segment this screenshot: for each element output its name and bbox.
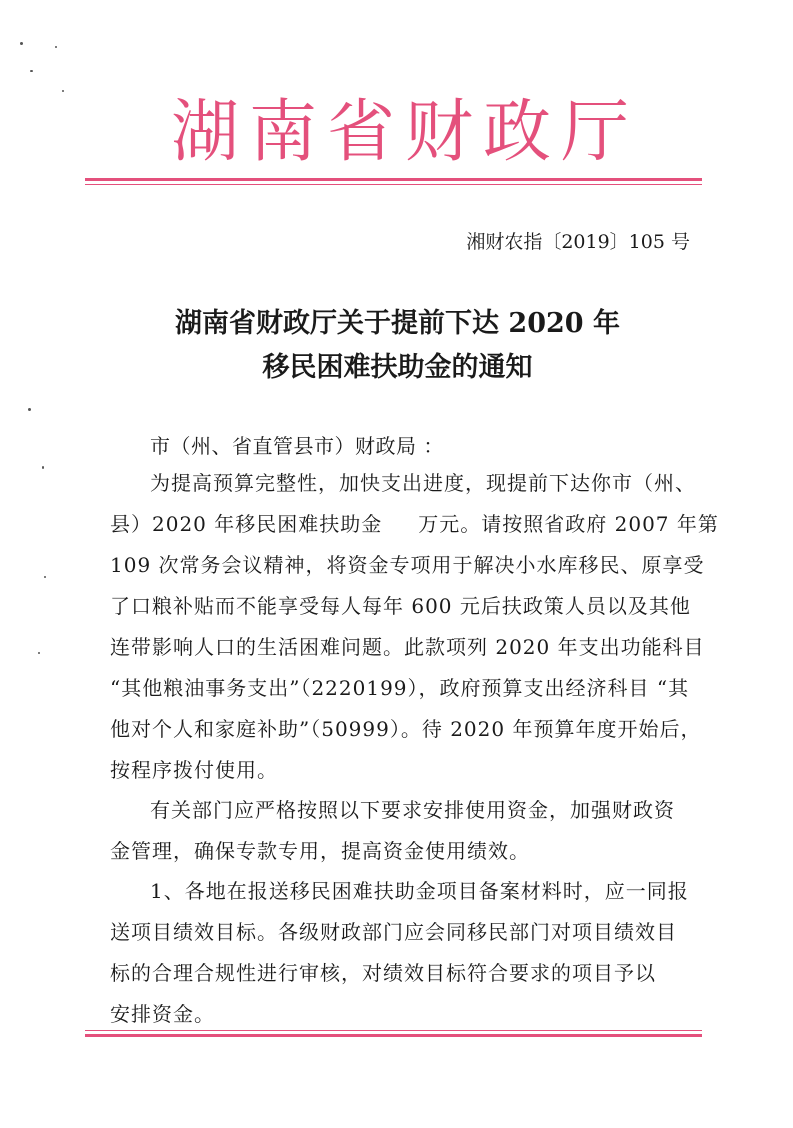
header-rule-thick <box>85 178 702 181</box>
paragraph-1-line-8: 按程序拨付使用。 <box>110 758 278 782</box>
document-title-line-2: 移民困难扶助金的通知 <box>262 352 533 383</box>
footer-rule-thick <box>85 1034 702 1037</box>
scan-speck <box>44 576 46 578</box>
paragraph-3-line-1: 1、各地在报送移民困难扶助金项目备案材料时，应一同报 <box>150 879 689 903</box>
scan-speck <box>30 70 33 72</box>
paragraph-1-line-2-part-b: 万元。请按照省政府 2007 年第 <box>418 512 719 536</box>
paragraph-1-line-2 <box>110 510 719 538</box>
paragraph-1-line-5: 连带影响人口的生活困难问题。此款项列 2020 年支出功能科目 <box>110 635 705 659</box>
paragraph-3-line-3: 标的合理合规性进行审核，对绩效目标符合要求的项目予以 <box>110 961 656 985</box>
footer-rule-thin <box>85 1030 702 1031</box>
paragraph-1-line-7: 他对个人和家庭补助”（50999）。待 2020 年预算年度开始后， <box>110 717 702 741</box>
agency-header-title: 湖南省财政厅 <box>170 93 639 172</box>
scan-speck <box>42 466 44 469</box>
scan-speck <box>55 46 57 48</box>
paragraph-1-line-4: 了口粮补贴而不能享受每人每年 600 元后扶政策人员以及其他 <box>110 594 691 618</box>
scan-speck <box>28 408 31 411</box>
salutation: 市（州、省直管县市）财政局 ： <box>150 434 444 458</box>
scan-speck <box>62 90 64 92</box>
paragraph-1-line-6: “其他粮油事务支出”（2220199），政府预算支出经济科目 “其 <box>110 676 690 700</box>
paragraph-3-line-2: 送项目绩效目标。各级财政部门应会同移民部门对项目绩效目 <box>110 920 677 944</box>
document-title-line-1: 湖南省财政厅关于提前下达 2020 年 <box>175 308 620 339</box>
paragraph-2-line-1: 有关部门应严格按照以下要求安排使用资金，加强财政资 <box>150 798 675 822</box>
paragraph-1-line-1: 为提高预算完整性，加快支出进度，现提前下达你市（州、 <box>150 471 696 495</box>
paragraph-1-line-2-part-a: 县）2020 年移民困难扶助金 <box>110 512 383 536</box>
paragraph-2-line-2: 金管理，确保专款专用，提高资金使用绩效。 <box>110 839 530 863</box>
header-rule-thin <box>85 184 702 185</box>
scan-speck <box>38 652 40 654</box>
scan-speck <box>20 42 23 45</box>
document-number: 湘财农指〔2019〕105 号 <box>466 231 690 253</box>
paragraph-3-line-4: 安排资金。 <box>110 1002 215 1026</box>
paragraph-1-line-3: 109 次常务会议精神，将资金专项用于解决小水库移民、原享受 <box>110 553 705 577</box>
